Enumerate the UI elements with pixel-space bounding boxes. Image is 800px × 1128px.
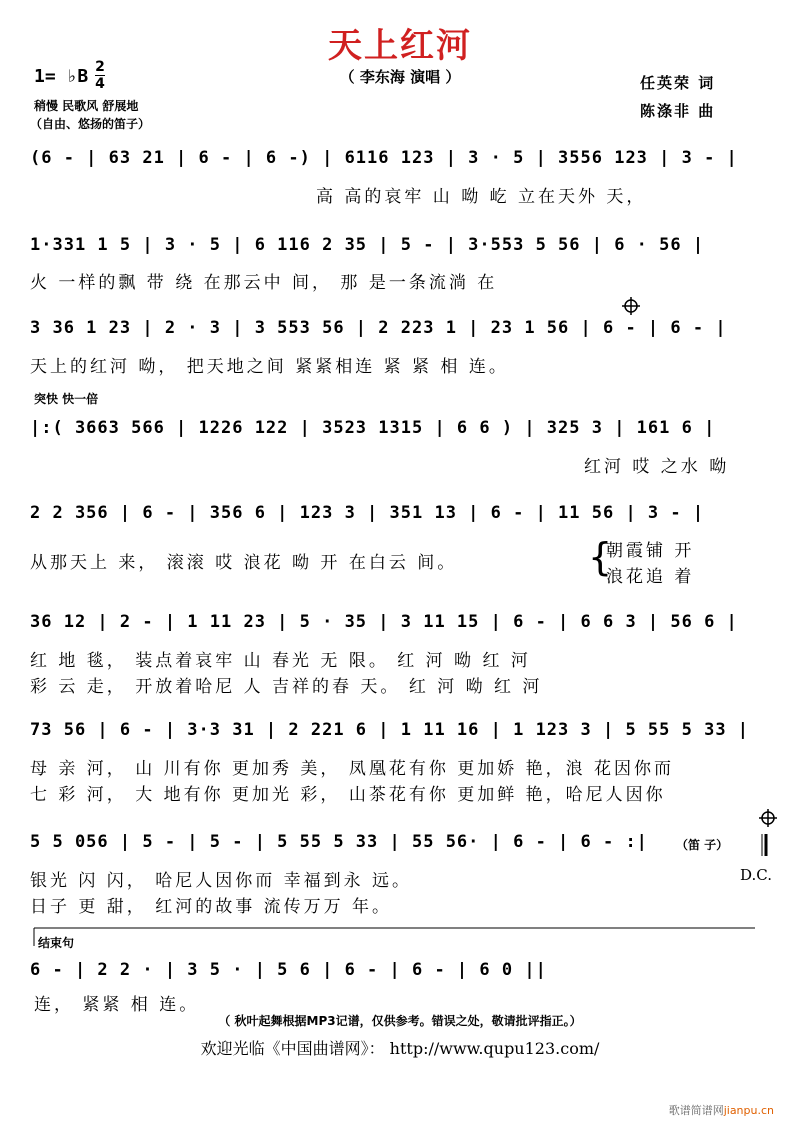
performer: （ 李东海 演唱 ）	[339, 68, 461, 86]
lyric-line: 连， 紧紧 相 连。	[34, 995, 200, 1015]
notation-line: 1·331 1 5 | 3 · 5 | 6 116 2 35 | 5 - | 3·553 5 56 | 6 · 56 |	[30, 235, 705, 255]
key-signature: 1= ♭B	[34, 66, 89, 87]
composer: 陈涤非 曲	[640, 102, 716, 120]
watermark-url: jianpu.cn	[723, 1104, 774, 1117]
notation-line: |:( 3663 566 | 1226 122 | 3523 1315 | 6 6 ) | 325 3 | 161 6 |	[30, 418, 716, 438]
coda-icon	[759, 809, 777, 827]
da-capo: D.C.	[740, 866, 772, 884]
section-label: 突快 快一倍	[34, 392, 99, 406]
notation-line: 73 56 | 6 - | 3·3 31 | 2 221 6 | 1 11 16 | 1 123 3 | 5 55 5 33 |	[30, 720, 750, 740]
notation-line: 36 12 | 2 - | 1 11 23 | 5 · 35 | 3 11 15 | 6 - | 6 6 3 | 56 6 |	[30, 612, 738, 632]
lyric-line: 红 地 毯， 装点着哀牢 山 春光 无 限。 红 河 呦 红 河	[30, 651, 531, 671]
meter-bottom: 4	[95, 76, 105, 92]
coda-icon	[622, 297, 640, 315]
site-footer: 欢迎光临《中国曲谱网》： http://www.qupu123.com/	[200, 1039, 600, 1058]
verse-brace: {	[588, 535, 613, 579]
notation-line: 5 5 056 | 5 - | 5 - | 5 55 5 33 | 55 56· | 6 - | 6 - :|	[30, 832, 648, 852]
notation-line: 2 2 356 | 6 - | 356 6 | 123 3 | 351 13 | 6 - | 11 56 | 3 - |	[30, 503, 705, 523]
lyric-line: 红河 哎 之水 呦	[584, 457, 730, 477]
watermark-site: 歌谱简谱网	[668, 1104, 724, 1117]
lyric-line: 高 高的哀牢 山 呦 屹 立在天外 天，	[316, 187, 647, 207]
lyric-line: 浪花追 着	[606, 567, 695, 587]
tempo-marking: 稍慢 民歌风 舒展地	[34, 99, 139, 113]
lyric-line: 母 亲 河， 山 川有你 更加秀 美， 凤凰花有你 更加娇 艳，浪 花因你而	[30, 759, 675, 779]
lyricist: 任英荣 词	[640, 74, 716, 92]
lyric-line: 朝霞铺 开	[606, 541, 695, 561]
notation-line: 6 - | 2 2 · | 3 5 · | 5 6 | 6 - | 6 - | 6 0 ||	[30, 960, 547, 980]
footnote: （ 秋叶起舞根据MP3记谱，仅供参考。错误之处，敬请批评指正。）	[218, 1014, 582, 1028]
flute-label: （笛 子）	[676, 838, 729, 852]
lyric-line: 天上的红河 呦， 把天地之间 紧紧相连 紧 紧 相 连。	[30, 357, 509, 377]
lyric-line: 火 一样的飘 带 绕 在那云中 间， 那 是一条流淌 在	[30, 273, 498, 293]
page-title: 天上红河	[328, 26, 472, 66]
intro-note: （自由、悠扬的笛子）	[30, 117, 151, 131]
notation-line: (6 - | 63 21 | 6 - | 6 -) | 6116 123 | 3 · 5 | 3556 123 | 3 - |	[30, 148, 738, 168]
notation-line: 3 36 1 23 | 2 · 3 | 3 553 56 | 2 223 1 | 23 1 56 | 6 - | 6 - |	[30, 318, 727, 338]
lyric-line: 七 彩 河， 大 地有你 更加光 彩， 山茶花有你 更加鲜 艳，哈尼人因你	[30, 785, 666, 805]
lyric-line: 从那天上 来， 滚滚 哎 浪花 呦 开 在白云 间。	[30, 553, 458, 573]
lyric-line: 日子 更 甜， 红河的故事 流传万万 年。	[30, 897, 393, 917]
lyric-line: 银光 闪 闪， 哈尼人因你而 幸福到永 远。	[30, 871, 413, 891]
meter-top: 2	[95, 59, 105, 75]
section-label: 结束句	[38, 936, 75, 950]
lyric-line: 彩 云 走， 开放着哈尼 人 吉祥的春 天。 红 河 呦 红 河	[30, 677, 543, 697]
